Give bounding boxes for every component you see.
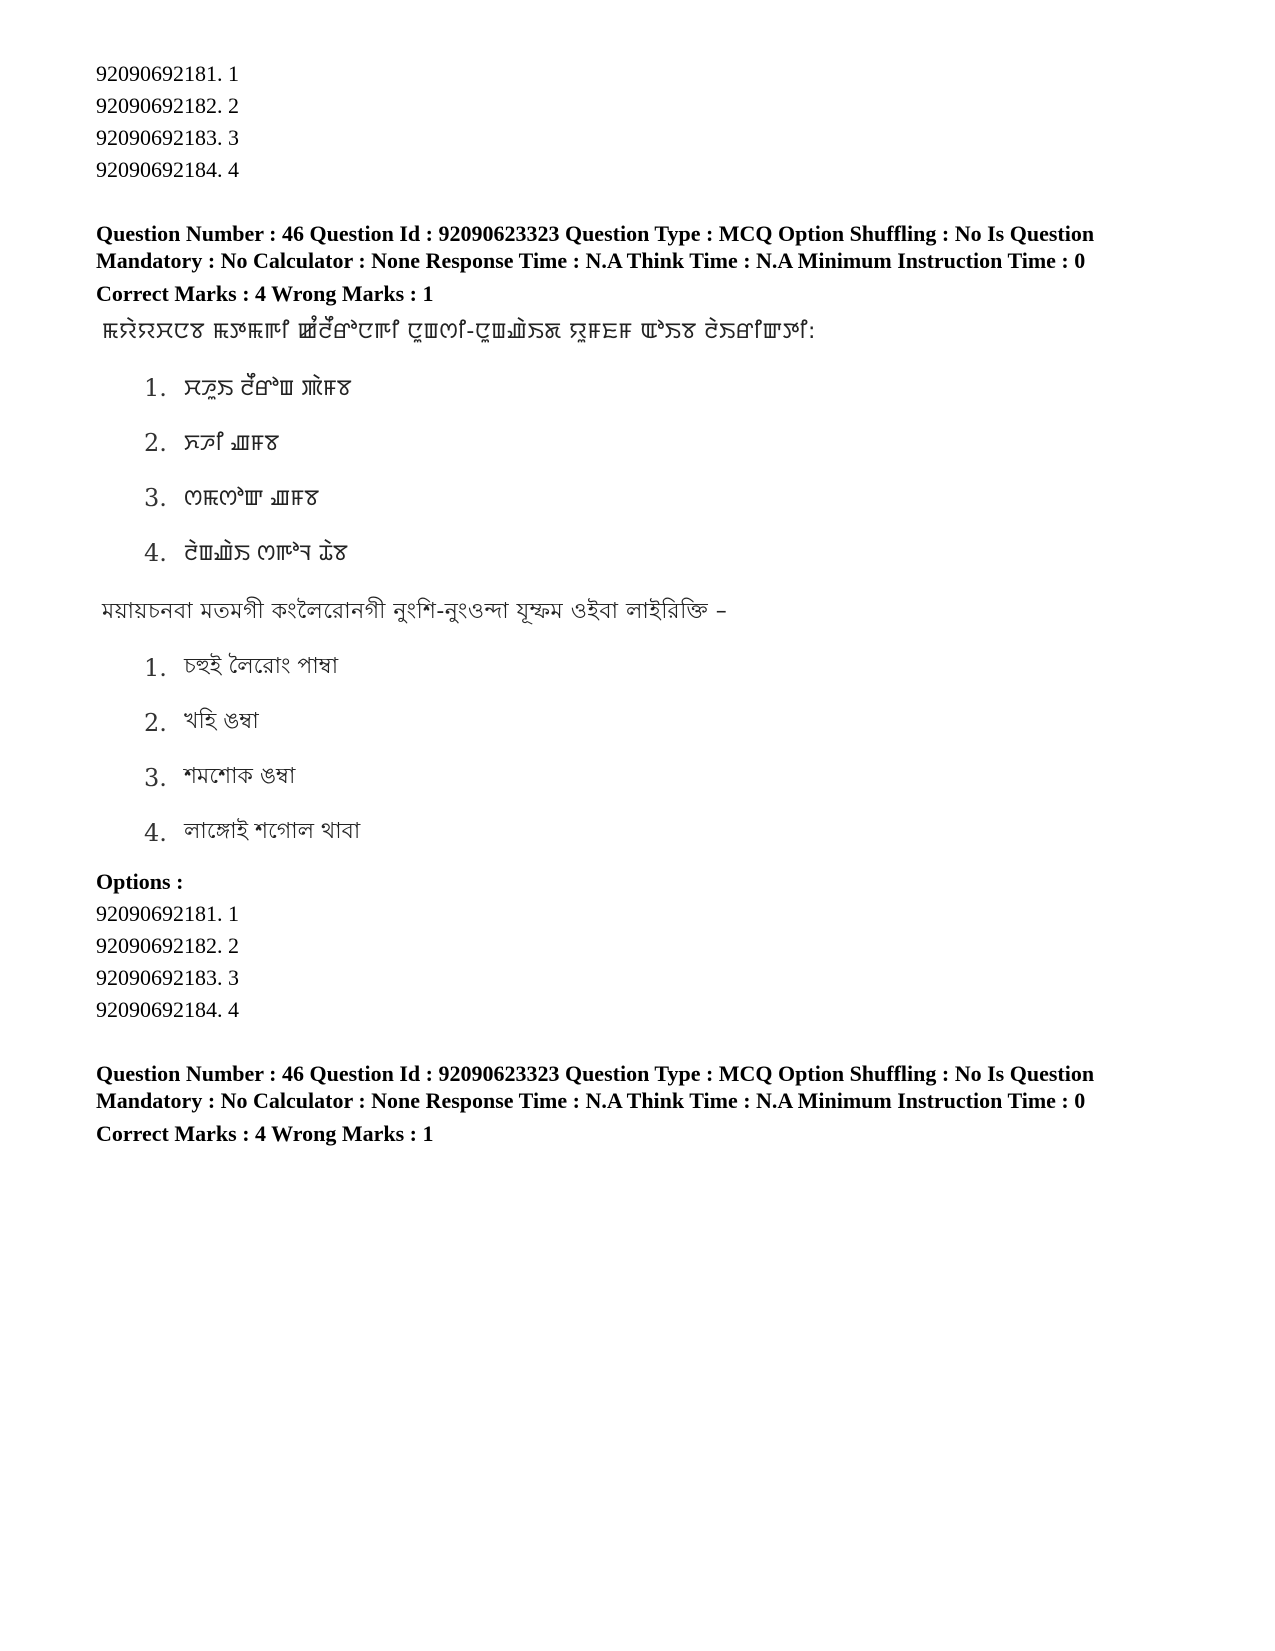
options-list [96, 898, 1176, 1026]
question-meta-line: Question Number : 46 Question Id : 92090623323 Question Type : MCQ Option Shuffling : No Is Question [96, 221, 1095, 246]
choice-text: লাঙ্গোই শগোল থাবা [184, 819, 361, 844]
previous-options-list [96, 58, 1176, 186]
option-line: 92090692181. 1 [96, 61, 239, 86]
choice-item [144, 695, 1176, 750]
choice-number: 1. [144, 653, 167, 682]
document-page [96, 58, 1176, 1150]
meitei-choices [96, 360, 1176, 580]
option-line: 92090692184. 4 [96, 157, 239, 182]
choice-text: ꯆꯍꯨꯏ ꯂꯩꯔꯣꯡ ꯄꯥꯝꯕ [184, 376, 352, 401]
option-line: 92090692182. 2 [96, 933, 239, 958]
choice-number: 1. [144, 373, 167, 402]
choice-number: 2. [144, 428, 167, 457]
choice-text: ꯂꯥꯡꯉꯥꯏ ꯁꯒꯣꯜ ꯊꯥꯕ [184, 541, 348, 566]
choice-item [144, 470, 1176, 525]
option-line: 92090692183. 3 [96, 125, 239, 150]
question-block [96, 220, 1176, 1026]
choice-item [144, 525, 1176, 580]
choice-number: 4. [144, 538, 167, 567]
choice-item [144, 640, 1176, 695]
question-text-bengali: ময়ায়চনবা মতমগী কংলৈরোনগী নুংশি-নুংওন্দা যূম্ফম ওইবা লাইরিক্তি – [102, 599, 728, 624]
choice-number: 4. [144, 818, 167, 847]
spacer [96, 1026, 1176, 1060]
question-marks: Correct Marks : 4 Wrong Marks : 1 [96, 281, 434, 306]
option-line: 92090692181. 1 [96, 901, 239, 926]
choice-item [144, 360, 1176, 415]
question-meta-line: Mandatory : No Calculator : None Response Time : N.A Think Time : N.A Minimum Instruction Time : 0 [96, 1088, 1086, 1113]
question-meta-line: Question Number : 46 Question Id : 92090623323 Question Type : MCQ Option Shuffling : No Is Question [96, 1061, 1095, 1086]
choice-text: খহি ঙম্বা [184, 709, 259, 734]
option-line: 92090692183. 3 [96, 965, 239, 990]
option-line: 92090692182. 2 [96, 93, 239, 118]
question-marks: Correct Marks : 4 Wrong Marks : 1 [96, 1121, 434, 1146]
question-text-meitei: ꯃꯌꯥꯌꯆꯅꯕ ꯃꯇꯃꯒꯤ ꯀꯪꯂꯩꯔꯣꯅꯒꯤ ꯅꯨꯡꯁꯤ-ꯅꯨꯡꯉꯥꯏꯗ ꯌꯨꯝꯐꯝ ꯑꯣꯏꯕ ꯂꯥꯏꯔꯤꯛꯇꯤ: [102, 319, 816, 344]
choice-text: ꯈꯍꯤ ꯉꯝꯕ [184, 431, 280, 456]
choice-number: 3. [144, 763, 167, 792]
choice-text: ꯁꯃꯁꯣꯛ ꯉꯝꯕ [184, 486, 320, 511]
bengali-question-image [96, 592, 1176, 860]
choice-item [144, 415, 1176, 470]
choice-number: 3. [144, 483, 167, 512]
options-label: Options : [96, 869, 184, 894]
choice-text: শমশোক ঙম্বা [184, 764, 296, 789]
choice-number: 2. [144, 708, 167, 737]
option-line: 92090692184. 4 [96, 997, 239, 1022]
bengali-choices [96, 640, 1176, 860]
choice-text: চহুই লৈরোং পাম্বা [184, 654, 339, 679]
meitei-question-image [96, 312, 1176, 580]
spacer [96, 186, 1176, 220]
question-block [96, 1060, 1176, 1150]
question-meta-line: Mandatory : No Calculator : None Response Time : N.A Think Time : N.A Minimum Instruction Time : 0 [96, 248, 1086, 273]
choice-item [144, 805, 1176, 860]
choice-item [144, 750, 1176, 805]
